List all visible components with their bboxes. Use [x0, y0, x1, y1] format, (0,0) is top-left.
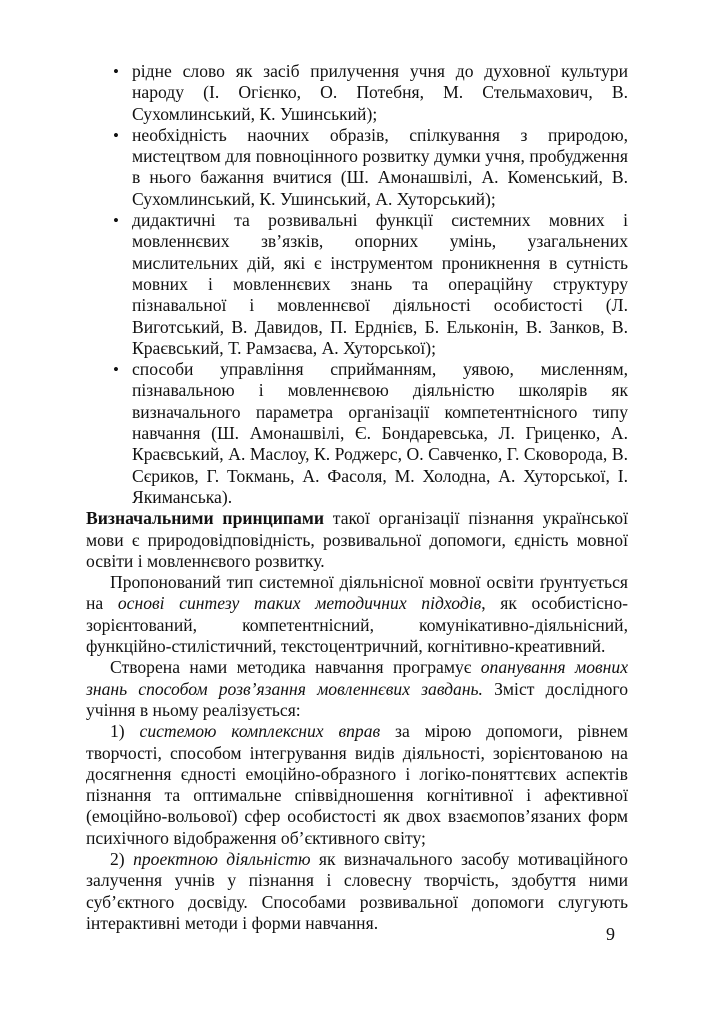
paragraph-principles [86, 508, 628, 572]
paragraph-text: Створена нами методика навчання програмує [110, 657, 481, 678]
emphasis-text: опанування мовних знань способом розв’язання мовленнєвих завдань. [86, 657, 628, 699]
bullet-icon: • [113, 62, 119, 81]
list-item-text: рідне слово як засіб прилучення учня до духовної культури народу (І. Огієнко, О. Потебня, М. Стельмахович, В. Сухомлинський, К. Ушинський); [132, 61, 628, 124]
page-number: 9 [606, 924, 615, 944]
paragraph-text: Пропонований тип системної діяльнісної мовної освіти ґрунтується на [86, 572, 628, 614]
paragraph-methodology [86, 657, 628, 721]
paragraph-text: Зміст дослідного учіння в ньому реалізується: [86, 678, 628, 720]
bullet-icon: • [113, 211, 119, 231]
list-item-text: дидактичні та розвивальні функції системних мовних і мовленнєвих зв’язків, опорних умінь, узагальнених мислительних дій, які є інструментом проникнення в сутність мовних і мовленнєвих знань та операційну структуру пізнавальної і мовленнєвої діяльності особистості (Л. Виготський, В. Давидов, П. Ерднієв, Б. Ельконін, В. Занков, В. Краєвський, Т. Рамзаєва, А. Хуторської); [132, 210, 628, 358]
bullet-icon: • [113, 125, 119, 145]
paragraph-item-1 [86, 721, 628, 849]
paragraph-text: за мірою допомоги, рівнем творчості, способом інтегрування видів діяльності, зорієнтованою на досягнення єдності емоційно-образного і логіко-поняттєвих аспектів пізнання та оптимальне співвідношення когнітивної і афективної (емоційно-вольової) сфер особистості як двох взаємопов’язаних форм психічного відображення об’єктивного світу; [86, 721, 628, 848]
emphasis-text: системою комплексних вправ [139, 721, 381, 742]
emphasis-text: основі синтезу таких методичних підходів [117, 593, 482, 614]
list-item [86, 210, 628, 359]
principles-heading: Визначальними принципами [86, 508, 324, 529]
document-page [86, 61, 628, 934]
paragraph-text: 1) [110, 721, 140, 742]
list-item [86, 359, 628, 508]
paragraph-item-2 [86, 849, 628, 934]
list-item-text: способи управління сприйманням, уявою, мисленням, пізнавальною і мовленнєвою діяльністю школярів як визначального параметра організації компетентнісного типу навчання (Ш. Амонашвілі, Є. Бондаревська, Л. Гриценко, А. Краєвський, А. Маслоу, К. Роджерс, О. Савченко, Г. Сковорода, В. Сєриков, Г. Токмань, А. Фасоля, М. Холодна, А. Хуторської, І. Якиманська). [132, 359, 628, 507]
bullet-list [86, 61, 628, 508]
list-item [86, 61, 628, 125]
list-item [86, 125, 628, 210]
paragraph-text: , як особистісно-зорієнтований, компетентнісний, комунікативно-діяльнісний, функційно-стилістичний, текстоцентричний, когнітивно-креативний. [86, 593, 628, 657]
paragraph-text: 2) [110, 848, 134, 869]
paragraph-text: такої організації пізнання української мови є природовідповідність, розвивальної допомоги, єдність мовної освіти і мовленнєвого розвитку. [86, 508, 628, 571]
paragraph-text: як визначального засобу мотиваційного залучення учнів у пізнання і словесну творчість, здобуття ними суб’єктного досвіду. Способами розвивальної допомоги слугують інтерактивні методи і форми навчання. [86, 848, 628, 933]
emphasis-text: проектною діяльністю [133, 848, 311, 869]
list-item-text: необхідність наочних образів, спілкування з природою, мистецтвом для повноцінного розвитку думки учня, пробудження в нього бажання вчитися (Ш. Амонашвілі, А. Коменський, В. Сухомлинський, К. Ушинський, А. Хуторський); [132, 124, 628, 209]
bullet-icon: • [113, 360, 119, 380]
paragraph-approaches [86, 572, 628, 657]
